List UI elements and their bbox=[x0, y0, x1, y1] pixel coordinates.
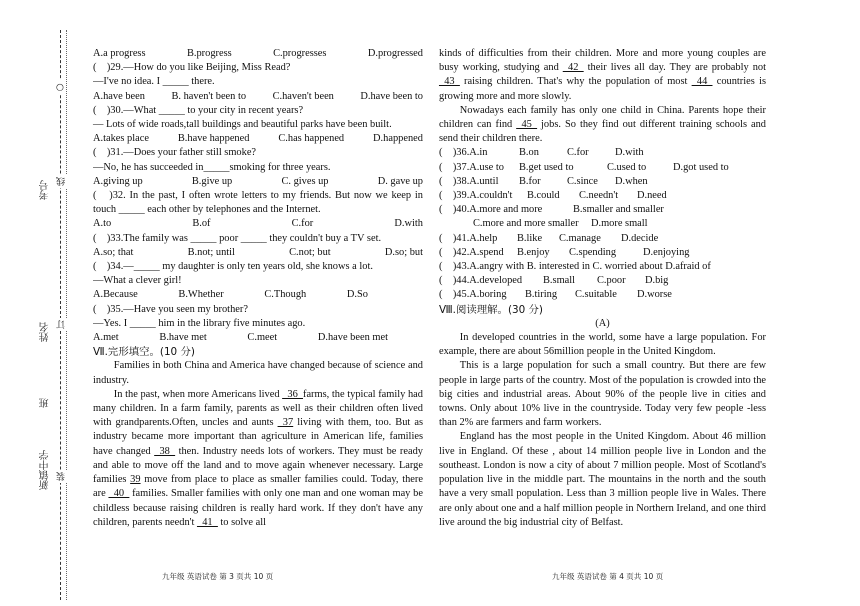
binding-marker-staple: 订 bbox=[57, 320, 67, 329]
question-32: ( )32. In the past, I often wrote letters to my friends. But now we keep in touch _____ each other by telephones and the Internet. bbox=[93, 190, 423, 216]
cloze-options-37: ( )37.A.use to B.get used to C.used to D.got used to bbox=[439, 161, 729, 173]
question-35: ( )35.—Have you seen my brother? bbox=[93, 303, 248, 315]
cloze-options-42: ( )42.A.spend B.enjoy C.spending D.enjoying bbox=[439, 246, 690, 258]
cloze-options-40: ( )40.A.more and more B.smaller and smaller bbox=[439, 204, 664, 216]
option: C.haven't been bbox=[272, 90, 334, 102]
option: B. haven't been to bbox=[171, 90, 247, 102]
blank-45: _45_ bbox=[516, 119, 538, 131]
left-column bbox=[93, 47, 423, 530]
q35-options bbox=[93, 331, 423, 345]
blank-36: _36_ bbox=[282, 388, 303, 400]
q33-options bbox=[93, 246, 423, 260]
option: C.for bbox=[291, 218, 314, 230]
option: C.has happened bbox=[278, 133, 345, 145]
cloze-paragraph-2: In the past, when more Americans lived _36_farms, the typical family had many children. In a farm family, parents as well as their children often lived with grandparents.Often, uncles and aunts _37 living with them, too. But as industry became more important than agriculture in American life, families have changed _38_ then. Industry needs lots of workers. They must be ready and able to move off the land and to move again whenever necessary. Large families 39 move from place to place as smaller families could. Today, there are _40_ families. Smaller families with only one man and one woman may be childless because raising children is really hard work. If they don't have any children, parents needn't _41_ to solve all bbox=[93, 388, 423, 528]
right-column bbox=[439, 47, 766, 530]
option: D. gave up bbox=[377, 175, 423, 187]
option: A.a progress bbox=[93, 48, 146, 59]
q31-options bbox=[93, 175, 423, 189]
option: D.with bbox=[394, 218, 423, 230]
option: B.not; until bbox=[187, 246, 235, 258]
cloze-continuation: kinds of difficulties from their children. More and more young couples are busy working, studying and _42_ their lives all day. They are probably not _43_ raising children. That's why the population of most _44_ countries is growing more and more slowly. bbox=[439, 48, 766, 102]
passage-a-label: (A) bbox=[595, 317, 610, 329]
cloze-options-43: ( )43.A.angry with B. interested in C. worried about D.afraid of bbox=[439, 261, 711, 273]
question-29-reply: —I've no idea. I _____ there. bbox=[93, 76, 215, 88]
option: A.have been bbox=[93, 90, 145, 102]
option: B.give up bbox=[191, 175, 233, 187]
blank-38: _38_ bbox=[154, 445, 176, 457]
blank-43: _43_ bbox=[439, 76, 460, 88]
student-name-label: 姓名 bbox=[40, 322, 51, 342]
binding-marker-bind: 装 bbox=[57, 472, 67, 481]
blank-40: _40_ bbox=[108, 488, 130, 500]
option: B.progress bbox=[186, 48, 232, 59]
option: D.have been to bbox=[360, 90, 423, 102]
q34-options bbox=[93, 288, 423, 302]
option: D.progressed bbox=[367, 48, 423, 59]
binding-marker-circle: ○ bbox=[55, 82, 65, 92]
question-30-reply: — Lots of wide roads,tall buildings and beautiful parks have been built. bbox=[93, 119, 392, 131]
question-31: ( )31.—Does your father still smoke? bbox=[93, 147, 257, 159]
option: D.have been met bbox=[317, 332, 388, 344]
binding-marker-line: 线 bbox=[57, 177, 67, 186]
reading-paragraph-3: England has the most people in the United Kingdom. About 46 million live in England. Of these , about 14 million people live in London and the southeast. London is now a city of about 7 million people. Most of Scotland's population live in the middle part. The mountains in the north and the south have a very small population. Less than 3 million people live in Wales. There are only about one and a half million people in Northern Ireland, and one third live around the big industrial city of Belfast. bbox=[439, 431, 766, 528]
option: B.have happened bbox=[177, 133, 250, 145]
question-30: ( )30.—What _____ to your city in recent years? bbox=[93, 104, 304, 116]
q32-options bbox=[93, 217, 423, 231]
school-label: 新镇中学 bbox=[40, 450, 51, 490]
cloze-paragraph-3: Nowadays each family has only one child in China. Parents hope their children can find _45_ jobs. So they find out different training schools and send their children there. bbox=[439, 104, 767, 145]
cloze-options-39: ( )39.A.couldn't B.could C.needn't D.need bbox=[439, 190, 667, 202]
cloze-options-41: ( )41.A.help B.like C.manage D.decide bbox=[439, 232, 659, 244]
option: C. gives up bbox=[281, 175, 329, 187]
binding-line-inner bbox=[66, 30, 67, 600]
blank-37: _37 bbox=[277, 417, 294, 429]
cloze-options-38: ( )38.A.until B.for C.since D.when bbox=[439, 175, 648, 187]
question-33: ( )33.The family was _____ poor _____ they couldn't buy a TV set. bbox=[93, 232, 382, 244]
cloze-paragraph-1: Families in both China and America have changed because of science and industry. bbox=[93, 360, 423, 386]
option: C.meet bbox=[247, 332, 278, 344]
cloze-options-36: ( )36.A.in B.on C.for D.with bbox=[439, 147, 644, 159]
option: A.takes place bbox=[93, 133, 149, 145]
section-8-heading: Ⅷ.阅读理解。(30 分) bbox=[439, 303, 543, 316]
q29-options bbox=[93, 90, 423, 104]
question-34-reply: —What a clever girl! bbox=[93, 275, 182, 287]
exam-number-label: 考号 bbox=[40, 180, 51, 200]
option: C.not; but bbox=[289, 246, 331, 258]
option: B.have met bbox=[159, 332, 207, 344]
page-footer-left: 九年级 英语试卷 第 3 页共 10 页 bbox=[162, 572, 274, 581]
blank-42: _42_ bbox=[562, 62, 584, 74]
binding-line bbox=[60, 30, 61, 600]
option: D.So bbox=[346, 289, 368, 301]
class-label: 班 bbox=[40, 398, 51, 408]
q28-options bbox=[93, 47, 423, 61]
cloze-options-45: ( )45.A.boring B.tiring C.suitable D.worse bbox=[439, 289, 672, 301]
option: D.happened bbox=[373, 133, 423, 145]
option: B.Whether bbox=[178, 289, 224, 301]
question-29: ( )29.—How do you like Beijing, Miss Read? bbox=[93, 62, 291, 74]
question-34: ( )34.—_____ my daughter is only ten years old, she knows a lot. bbox=[93, 261, 373, 273]
section-7-heading: Ⅶ.完形填空。(10 分) bbox=[93, 346, 195, 359]
option: C.Though bbox=[264, 289, 307, 301]
reading-paragraph-2: This is a large population for such a small country. But there are few people in large parts of the country. Most of the population is crowded into the big cities and industrial areas. About 90% of the people live in cities and towns. Only about 10% live in the countryside. Today very few people -less than 2% are farmers and farm workers. bbox=[439, 360, 766, 429]
page-footer-right: 九年级 英语试卷 第 4 页共 10 页 bbox=[552, 572, 664, 581]
reading-paragraph-1: In developed countries in the world, some have a large population. For example, there are about 56million people in the United Kingdom. bbox=[439, 332, 766, 358]
blank-44: _44_ bbox=[691, 76, 713, 88]
q30-options bbox=[93, 132, 423, 146]
cloze-options-44: ( )44.A.developed B.small C.poor D.big bbox=[439, 275, 669, 287]
option: A.to bbox=[93, 218, 112, 230]
option: A.Because bbox=[93, 289, 138, 301]
blank-39: 39 bbox=[130, 474, 141, 486]
option: B.of bbox=[192, 218, 211, 230]
question-31-reply: —No, he has succeeded in_____smoking for three years. bbox=[93, 161, 331, 173]
blank-41: _41_ bbox=[197, 516, 218, 528]
option: A.giving up bbox=[93, 175, 143, 187]
option: A.met bbox=[93, 332, 119, 344]
option: D.so; but bbox=[384, 246, 423, 258]
option: A.so; that bbox=[93, 246, 134, 258]
option: C.progresses bbox=[273, 48, 327, 59]
question-35-reply: —Yes. I _____ him in the library five minutes ago. bbox=[93, 317, 306, 329]
cloze-options-40-cd: C.more and more smaller D.more small bbox=[473, 218, 648, 230]
